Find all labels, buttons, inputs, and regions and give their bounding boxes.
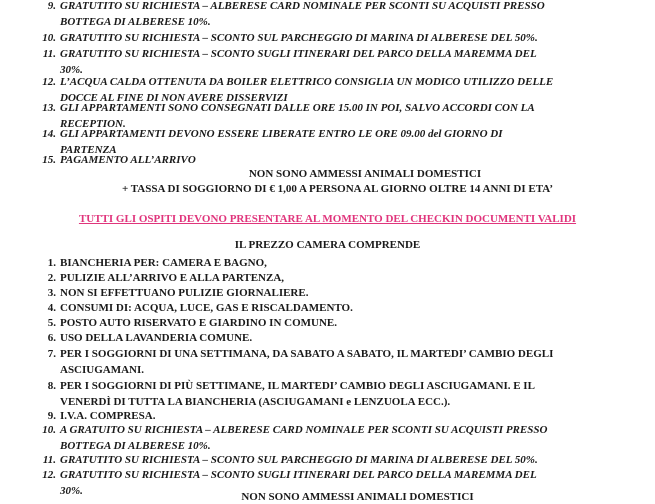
item-number: 10. xyxy=(42,32,56,44)
tourist-tax-notice: + TASSA DI SOGGIORNO DI € 1,00 A PERSONA AL GIORNO OLTRE 14 ANNI DI ETA’ xyxy=(121,183,554,195)
item-number: 11. xyxy=(42,454,56,466)
item-text: GLI APPARTAMENTI SONO CONSEGNATI DALLE ORE 15.00 IN POI, SALVO ACCORDI CON LA RECEPTION. xyxy=(60,102,535,130)
item-number: 13. xyxy=(42,102,56,114)
item-number: 10. xyxy=(42,424,56,436)
item-number: 14. xyxy=(42,128,56,140)
checkin-notice: TUTTI GLI OSPITI DEVONO PRESENTARE AL MOMENTO DEL CHECKIN DOCUMENTI VALIDI xyxy=(78,213,577,225)
item-number: 7. xyxy=(47,348,56,360)
item-number: 6. xyxy=(47,332,56,344)
item-text: NON SI EFFETTUANO PULIZIE GIORNALIERE. xyxy=(60,287,309,299)
item-text: A GRATUITO SU RICHIESTA – ALBERESE CARD NOMINALE PER SCONTI SU ACQUISTI PRESSO BOTTEGA DI ALBERESE 10%. xyxy=(60,424,548,452)
item-text: GRATUTITO SU RICHIESTA – SCONTO SUL PARCHEGGIO DI MARINA DI ALBERESE DEL 50%. xyxy=(60,454,538,466)
item-text: GRATUTITO SU RICHIESTA – SCONTO SUGLI ITINERARI DEL PARCO DELLA MAREMMA DEL 30%. xyxy=(60,469,537,497)
item-text: POSTO AUTO RISERVATO E GIARDINO IN COMUNE. xyxy=(60,317,338,329)
item-text: GRATUTITO SU RICHIESTA – ALBERESE CARD NOMINALE PER SCONTI SU ACQUISTI PRESSO BOTTEGA DI ALBERESE 10%. xyxy=(60,0,545,28)
item-text: L’ACQUA CALDA OTTENUTA DA BOILER ELETTRICO CONSIGLIA UN MODICO UTILIZZO DELLE DOCCE AL FINE DI NON AVERE DISSERVIZI xyxy=(60,76,554,104)
item-text: GRATUTITO SU RICHIESTA – SCONTO SUL PARCHEGGIO DI MARINA DI ALBERESE DEL 50%. xyxy=(60,32,538,44)
item-number: 3. xyxy=(47,287,56,299)
item-text: GRATUTITO SU RICHIESTA – SCONTO SUGLI ITINERARI DEL PARCO DELLA MAREMMA DEL 30%. xyxy=(60,48,537,76)
item-text: I.V.A. COMPRESA. xyxy=(60,410,156,422)
item-text: PER I SOGGIORNI DI PIÙ SETTIMANE, IL MARTEDI’ CAMBIO DEGLI ASCIUGAMANI. E IL VENERDÌ DI TUTTA LA BIANCHERIA (ASCIUGAMANI e LENZUOLA ECC.). xyxy=(60,380,535,408)
section-title: IL PREZZO CAMERA COMPRENDE xyxy=(234,239,421,251)
item-number: 4. xyxy=(47,302,56,314)
item-number: 12. xyxy=(42,76,56,88)
item-number: 12. xyxy=(42,469,56,481)
item-text: CONSUMI DI: ACQUA, LUCE, GAS E RISCALDAMENTO. xyxy=(60,302,353,314)
item-number: 11. xyxy=(42,48,56,60)
item-text: PER I SOGGIORNI DI UNA SETTIMANA, DA SABATO A SABATO, IL MARTEDI’ CAMBIO DEGLI ASCIUGAMANI. xyxy=(60,348,554,376)
item-text: PAGAMENTO ALL’ARRIVO xyxy=(60,154,196,166)
item-text: PULIZIE ALL’ARRIVO E ALLA PARTENZA, xyxy=(60,272,285,284)
no-pets-notice: NON SONO AMMESSI ANIMALI DOMESTICI xyxy=(248,168,482,180)
item-text: USO DELLA LAVANDERIA COMUNE. xyxy=(60,332,253,344)
item-number: 15. xyxy=(42,154,56,166)
item-number: 1. xyxy=(47,257,56,269)
item-text: BIANCHERIA PER: CAMERA E BAGNO, xyxy=(60,257,267,269)
item-number: 5. xyxy=(47,317,56,329)
item-number: 2. xyxy=(47,272,56,284)
no-pets-notice: NON SONO AMMESSI ANIMALI DOMESTICI xyxy=(241,491,474,503)
item-text: GLI APPARTAMENTI DEVONO ESSERE LIBERATE ENTRO LE ORE 09.00 del GIORNO DI PARTENZA xyxy=(60,128,503,156)
item-number: 8. xyxy=(47,380,56,392)
item-number: 9. xyxy=(47,0,56,12)
item-number: 9. xyxy=(47,410,56,422)
